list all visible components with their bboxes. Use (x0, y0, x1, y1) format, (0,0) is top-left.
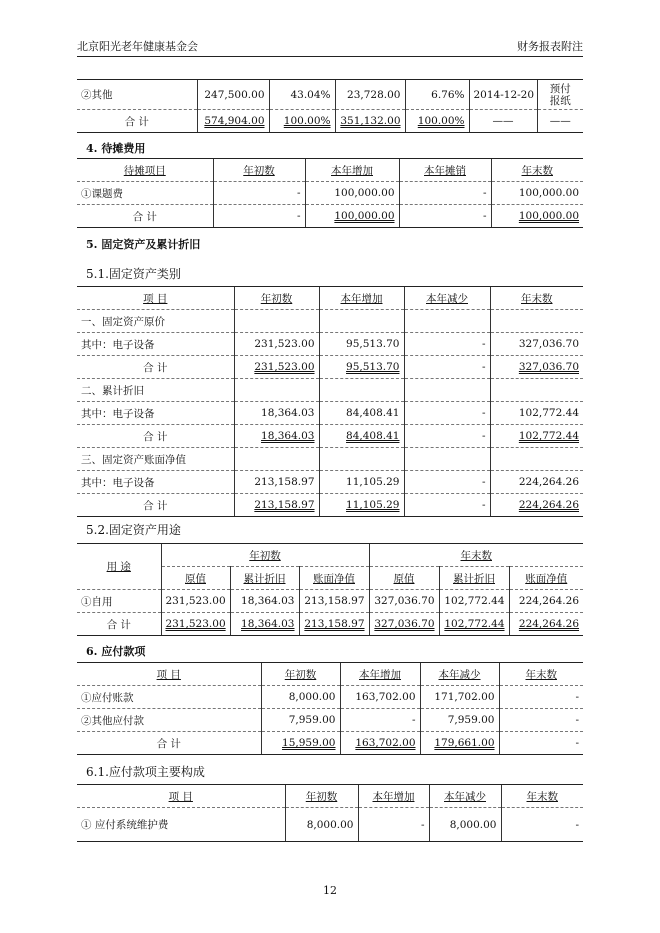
table-row (77, 709, 583, 732)
cell: 231,523.00 (165, 618, 226, 630)
cell: —— (537, 110, 583, 133)
prepaid-table (77, 158, 583, 228)
table-header (77, 287, 583, 310)
col-header: 本年增加 (359, 668, 401, 681)
table-row (77, 182, 583, 205)
cell: - (358, 808, 429, 842)
cell: 224,264.26 (518, 618, 580, 630)
cell: 327,036.70 (369, 590, 439, 613)
section-title: 4. 待摊费用 (86, 142, 146, 155)
col-group-header: 年初数 (249, 549, 281, 562)
cell: 18,364.03 (261, 430, 315, 442)
cell: 18,364.03 (234, 402, 319, 425)
table-row (77, 613, 583, 636)
cell: - (499, 686, 583, 709)
table-header (77, 785, 583, 808)
cell: 合 计 (77, 425, 234, 448)
cell: 213,158.97 (299, 590, 369, 613)
cell: 574,904.00 (204, 115, 265, 127)
cell: 95,513.70 (319, 333, 404, 356)
asset-use-table (77, 543, 583, 636)
cell: 18,364.03 (241, 618, 295, 630)
payables-detail-table (77, 784, 583, 842)
col-header: 项 目 (143, 292, 168, 305)
table-row (77, 808, 583, 842)
cell: 7,959.00 (420, 709, 499, 732)
cell: 8,000.00 (261, 686, 340, 709)
cell: 合 计 (77, 356, 234, 379)
cell: 163,702.00 (340, 686, 420, 709)
cell: - (213, 205, 305, 228)
cell: 213,158.97 (234, 471, 319, 494)
col-header: 原值 (185, 572, 206, 585)
col-header: 本年减少 (444, 790, 486, 803)
page-number: 12 (323, 884, 337, 897)
cell: 100.00% (417, 115, 465, 127)
fixed-assets-table (77, 286, 583, 517)
cell: ①自用 (77, 590, 161, 613)
group-label: 二、累计折旧 (77, 379, 234, 402)
subsection-title: 5.1.固定资产类别 (86, 267, 181, 281)
cell: 327,036.70 (490, 333, 583, 356)
cell: - (404, 402, 490, 425)
cell: 102,772.44 (444, 618, 505, 630)
cell: 100.00% (283, 115, 331, 127)
table-header (77, 544, 583, 567)
col-header: 累计折旧 (453, 572, 495, 585)
cell: 224,264.26 (490, 471, 583, 494)
cell: 预付 报纸 (537, 80, 583, 110)
cell: 其中：电子设备 (77, 402, 234, 425)
other-table (77, 79, 583, 133)
cell: ②其他 (77, 80, 197, 110)
table-row (77, 356, 583, 379)
col-header: 年初数 (305, 790, 338, 803)
cell: 6.76% (405, 80, 469, 110)
group-row (77, 379, 583, 402)
cell: 247,500.00 (197, 80, 269, 110)
cell: 231,523.00 (234, 333, 319, 356)
table-row (77, 732, 583, 755)
cell: 163,702.00 (355, 737, 416, 749)
cell: 合 计 (77, 732, 261, 755)
col-header: 年初数 (243, 164, 275, 177)
cell: 102,772.44 (518, 430, 579, 442)
cell: 327,036.70 (374, 618, 435, 630)
cell: 23,728.00 (335, 80, 405, 110)
table-row (77, 471, 583, 494)
payables-table (77, 662, 583, 755)
col-header: 账面净值 (525, 572, 568, 585)
subsection-title: 5.2.固定资产用途 (86, 523, 181, 537)
cell: 其中：电子设备 (77, 333, 234, 356)
cell: 102,772.44 (490, 402, 583, 425)
col-header: 原值 (393, 572, 415, 585)
cell: - (340, 709, 420, 732)
col-header: 年末数 (521, 292, 553, 305)
group-row (77, 448, 583, 471)
cell: 171,702.00 (420, 686, 499, 709)
cell: 213,158.97 (304, 618, 365, 630)
cell: ①课题费 (77, 182, 213, 205)
col-header: 本年增加 (331, 164, 373, 177)
cell: - (404, 471, 490, 494)
cell: 179,661.00 (434, 737, 495, 749)
header-doc: 财务报表附注 (517, 40, 583, 53)
cell: 351,132.00 (340, 115, 401, 127)
cell: 18,364.03 (230, 590, 299, 613)
cell: ①应付账款 (77, 686, 261, 709)
table-row (77, 205, 583, 228)
cell: 84,408.41 (346, 430, 400, 442)
table-row (77, 590, 583, 613)
table-row (77, 80, 583, 110)
table-row (77, 425, 583, 448)
col-header: 项 目 (156, 668, 181, 681)
table-row (77, 686, 583, 709)
table-row (77, 333, 583, 356)
cell: 224,264.26 (518, 499, 579, 511)
cell: - (399, 182, 491, 205)
cell: 合 计 (77, 494, 234, 517)
cell: ① 应付系统维护费 (77, 808, 285, 842)
cell: 合 计 (77, 613, 161, 636)
col-header: 本年减少 (438, 668, 481, 681)
cell: 231,523.00 (161, 590, 230, 613)
cell: —— (469, 110, 537, 133)
col-header: 本年增加 (372, 790, 415, 803)
col-header: 年初数 (284, 668, 317, 681)
col-header: 账面净值 (313, 572, 355, 585)
cell: 8,000.00 (285, 808, 358, 842)
cell: 100,000.00 (491, 182, 583, 205)
cell: 213,158.97 (254, 499, 315, 511)
group-label: 三、固定资产账面净值 (77, 448, 234, 471)
col-group-header: 年末数 (460, 549, 492, 562)
cell: 100,000.00 (305, 182, 399, 205)
table-row (77, 402, 583, 425)
cell: 95,513.70 (346, 361, 400, 373)
cell: - (404, 333, 490, 356)
cell: 其中：电子设备 (77, 471, 234, 494)
cell: - (404, 494, 490, 517)
cell: 8,000.00 (429, 808, 501, 842)
cell: 15,959.00 (282, 737, 336, 749)
cell: - (213, 182, 305, 205)
subsection-title: 6.1.应付款项主要构成 (86, 765, 205, 779)
table-row (77, 494, 583, 517)
cell: - (499, 732, 583, 755)
cell: ②其他应付款 (77, 709, 261, 732)
col-header: 累计折旧 (243, 572, 286, 585)
cell: - (499, 709, 583, 732)
cell: 327,036.70 (518, 361, 579, 373)
group-label: 一、固定资产原价 (77, 310, 234, 333)
section-title: 6. 应付款项 (86, 645, 146, 658)
section-title: 5. 固定资产及累计折旧 (86, 238, 201, 251)
col-header: 年末数 (526, 790, 558, 803)
cell: 224,264.26 (509, 590, 583, 613)
col-header: 年初数 (260, 292, 293, 305)
col-header: 本年减少 (426, 292, 468, 305)
group-row (77, 310, 583, 333)
col-header: 本年摊销 (424, 164, 466, 177)
cell: 11,105.29 (346, 499, 400, 511)
cell: - (404, 425, 490, 448)
col-header: 本年增加 (340, 292, 383, 305)
cell: - (501, 808, 583, 842)
cell: 100,000.00 (334, 210, 395, 222)
cell: 43.04% (269, 80, 335, 110)
table-header (77, 159, 583, 182)
cell: 84,408.41 (319, 402, 404, 425)
col-header: 年末数 (521, 164, 553, 177)
cell: 11,105.29 (319, 471, 404, 494)
cell: - (399, 205, 491, 228)
cell: 2014-12-20 (469, 80, 537, 110)
cell: 102,772.44 (439, 590, 509, 613)
col-header: 用 途 (106, 561, 131, 573)
table-header (77, 663, 583, 686)
header-org: 北京阳光老年健康基金会 (77, 40, 198, 53)
page-header (77, 38, 583, 55)
col-header: 待摊项目 (123, 164, 166, 177)
col-header: 年末数 (525, 668, 557, 681)
cell: 7,959.00 (261, 709, 340, 732)
cell: 231,523.00 (254, 361, 315, 373)
table-row (77, 110, 583, 133)
cell: 合 计 (77, 110, 197, 133)
cell: 合 计 (77, 205, 213, 228)
col-header: 项 目 (168, 790, 193, 803)
cell: 100,000.00 (518, 210, 579, 222)
cell: - (404, 356, 490, 379)
header-rule (77, 56, 583, 57)
